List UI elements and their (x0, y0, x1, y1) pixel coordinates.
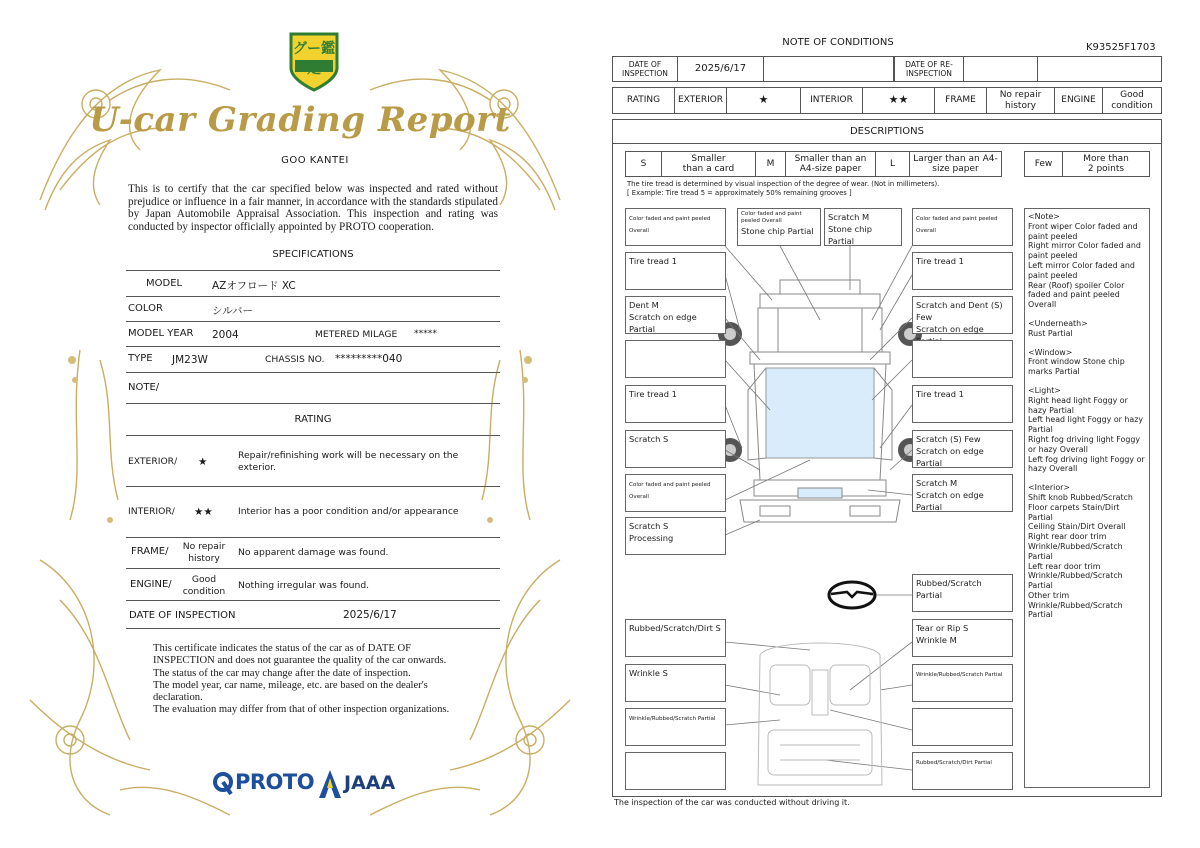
certificate-title: U-car Grading Report (89, 100, 511, 140)
callout-hood (824, 208, 902, 246)
callout-text: Scratch M (916, 478, 958, 488)
model-year-label: MODEL YEAR (128, 328, 194, 339)
engine-value: Good condition (1111, 90, 1153, 111)
note-line: Ceiling Stain/Dirt Overall (1028, 522, 1126, 532)
divider (126, 296, 500, 297)
callout-tire-rear-right (912, 385, 1013, 423)
note-line: <Note> (1028, 212, 1060, 221)
disclaimer-line: The status of the car may change after the date of inspection. (153, 667, 411, 679)
note-line: Right fog driving light Foggy or hazy Overall (1028, 434, 1141, 454)
interior-stars: ★★ (863, 88, 935, 113)
callout-tire-front-left (625, 252, 726, 290)
callout-text: Rubbed/Scratch Partial (916, 578, 982, 600)
car-interior-diagram (750, 635, 890, 795)
divider (126, 568, 500, 569)
callout-text: Scratch M (828, 212, 870, 222)
callout-rear-bumper (625, 517, 726, 555)
callout-interior-right-1 (912, 619, 1013, 657)
note-line: Right mirror Color faded and paint peeled (1028, 241, 1141, 261)
legend-few-label: Few (1025, 152, 1063, 176)
legend-m-description: Smaller than an A4-size paper (786, 152, 876, 176)
divider (126, 600, 500, 601)
notes-panel (1024, 208, 1150, 788)
callout-right-rear-quarter (912, 430, 1013, 468)
frame-label: FRAME (935, 88, 987, 113)
divider (126, 270, 500, 271)
certificate-disclaimer (153, 643, 473, 717)
callout-text: Tire tread 1 (629, 256, 677, 266)
legend-s-label: S (626, 152, 662, 176)
note-line: <Interior> (1028, 483, 1071, 493)
callout-interior-left-1 (625, 619, 726, 657)
callout-front-bumper (737, 208, 821, 246)
note-line: <Light> (1028, 385, 1061, 395)
date-of-reinspection-label: DATE OF RE-INSPECTION (894, 57, 964, 81)
callout-left-fender (625, 296, 726, 334)
callout-text: Processing (629, 533, 674, 543)
divider (126, 537, 500, 538)
steering-wheel-icon (827, 580, 877, 610)
note-line: <Window> (1028, 347, 1073, 357)
callout-text: Scratch S (629, 521, 669, 531)
model-year-value: 2004 (212, 329, 239, 341)
divider (126, 321, 500, 322)
callout-interior-left-3 (625, 708, 726, 746)
exterior-label: EXTERIOR/ (128, 456, 178, 467)
callout-text: Wrinkle/Rubbed/Scratch Partial (629, 716, 716, 722)
callout-text: Tear or Rip S (916, 623, 969, 633)
callout-text: Rubbed/Scratch/Dirt S (629, 623, 721, 633)
callout-text: Color faded and paint peeled Overall (741, 211, 802, 224)
model-label: MODEL (146, 278, 183, 289)
engine-label: ENGINE (1055, 88, 1103, 113)
exterior-stars: ★ (198, 456, 208, 468)
engine-label: ENGINE/ (130, 579, 172, 590)
note-line: Rust Partial (1028, 328, 1073, 338)
interior-label: INTERIOR/ (128, 506, 175, 517)
color-value: シルバー (212, 305, 254, 317)
tire-tread-example: [ Example: Tire tread 5 = approximately 50% remaining grooves ] (627, 189, 852, 197)
note-spacer (1028, 339, 1146, 348)
date-of-inspection-label: DATE OF INSPECTION (129, 610, 236, 621)
callout-text: Scratch and Dent (S) Few (916, 300, 1003, 322)
legend-l-description: Larger than an A4-size paper (913, 153, 998, 174)
callout-text: Color faded and paint peeled Overall (916, 216, 998, 234)
callout-text: Wrinkle/Rubbed/Scratch Partial (916, 672, 1003, 678)
callout-empty (912, 708, 1013, 746)
note-label: NOTE/ (128, 382, 160, 393)
engine-value: Good condition (182, 574, 226, 597)
chassis-value: *********040 (335, 353, 403, 365)
callout-empty (625, 752, 726, 790)
color-label: COLOR (128, 303, 163, 314)
legend-s-description: Smaller than a card (662, 152, 756, 176)
disclaimer-line: The evaluation may differ from that of other inspection organizations. (153, 704, 450, 716)
callout-interior-right-2 (912, 664, 1013, 702)
model-value: AZオフロード XC (212, 280, 296, 292)
proto-logo-icon (213, 772, 233, 796)
date-of-inspection-value: 2025/6/17 (678, 57, 764, 81)
tire-tread-note: The tire tread is determined by visual inspection of the degree of wear. (Not in millimeters). (627, 180, 940, 188)
jaaa-logo-text: JAAA (344, 772, 396, 794)
callout-text: Stone chip Partial (828, 224, 872, 246)
callout-left-rear-quarter (625, 430, 726, 468)
note-line: Left head light Foggy or hazy Partial (1028, 415, 1144, 435)
mileage-label: METERED MILAGE (315, 329, 398, 340)
callout-text: Scratch (S) Few (916, 434, 981, 444)
exterior-description: Repair/refinishing work will be necessary on the exterior. (238, 450, 459, 473)
certificate-intro: This is to certify that the car specified below was inspected and rated without prejudice or influence in a fair manner, in accordance with the standards stipulated by Japan Automobile Appraisal Association. This inspection and rating was conducted by inspector officially appointed by PROTO cooperation. (128, 183, 498, 233)
divider (126, 486, 500, 487)
note-line: Front wiper Color faded and paint peeled (1028, 221, 1138, 241)
badge-text: グー鑑定 (293, 41, 335, 77)
callout-text: Tire tread 1 (916, 256, 964, 266)
frame-description: No apparent damage was found. (238, 547, 389, 558)
disclaimer-line: The model year, car name, mileage, etc. are based on the dealer's declaration. (153, 679, 428, 704)
type-value: JM23W (172, 354, 208, 366)
jaaa-logo-icon (319, 770, 341, 798)
frame-value: No repair history (987, 88, 1055, 113)
rating-heading: RATING (294, 414, 332, 425)
engine-description: Nothing irregular was found. (238, 580, 370, 591)
note-line: Left mirror Color faded and paint peeled (1028, 260, 1135, 280)
callout-interior-right-4 (912, 752, 1013, 790)
callout-tire-front-right (912, 252, 1013, 290)
date-of-inspection-value: 2025/6/17 (343, 609, 397, 621)
callout-text: Scratch S (629, 434, 669, 444)
divider (126, 435, 500, 436)
note-spacer (1028, 474, 1146, 483)
callout-text: Scratch on edge Partial (916, 446, 984, 468)
type-label: TYPE (128, 353, 153, 364)
frame-value: No repair history (182, 541, 226, 564)
note-line: Left fog driving light Foggy or hazy Overall (1028, 454, 1145, 474)
note-line: <Underneath> (1028, 318, 1088, 328)
callout-text: Scratch on edge (916, 324, 984, 334)
callout-text: Scratch on edge Partial (916, 490, 984, 512)
callout-text: Tire tread 1 (629, 389, 677, 399)
callout-front-right (912, 208, 1013, 246)
exterior-stars: ★ (727, 88, 801, 113)
callout-rear-right (912, 474, 1013, 512)
callout-front-left (625, 208, 726, 246)
rating-label: RATING (613, 88, 675, 113)
note-line: Rear (Roof) spoiler Color faded and paint peeled Overall (1028, 280, 1125, 310)
divider (126, 628, 500, 629)
note-line: Right rear door trim Wrinkle/Rubbed/Scratch Partial (1028, 532, 1123, 561)
callout-text: Color faded and paint peeled Overall (629, 482, 711, 500)
callout-text: Tire tread 1 (916, 389, 964, 399)
interior-label: INTERIOR (801, 88, 863, 113)
note-spacer (1028, 377, 1146, 386)
callout-empty (912, 340, 1013, 378)
note-line: Floor carpets Stain/Dirt Partial (1028, 502, 1120, 522)
divider (126, 372, 500, 373)
disclaimer-line: This certificate indicates the status of the car as of DATE OF INSPECTION and does not guarantee the quality of the car onwards. (153, 643, 447, 667)
divider (126, 403, 500, 404)
callout-text: Dent M (629, 300, 659, 310)
certificate-subtitle: GOO KANTEI (281, 155, 349, 166)
callout-text: Scratch on edge Partial (629, 312, 697, 334)
note-line: Left rear door trim Wrinkle/Rubbed/Scratch Partial (1028, 561, 1123, 591)
interior-stars: ★★ (194, 506, 213, 518)
note-of-conditions-sheet (600, 0, 1200, 848)
callout-text: Stone chip Partial (741, 226, 814, 236)
callout-text: Wrinkle S (629, 668, 668, 678)
proto-logo-text: PROTO (235, 770, 315, 794)
mileage-value: ***** (414, 328, 437, 339)
legend-l-label: L (876, 152, 910, 176)
date-of-inspection-label: DATE OF INSPECTION (613, 57, 678, 81)
callout-text: Color faded and paint peeled Overall (629, 216, 711, 234)
note-line: Other trim Wrinkle/Rubbed/Scratch Partial (1028, 590, 1123, 620)
callout-tire-rear-left (625, 385, 726, 423)
legend-few-description: More than 2 points (1083, 153, 1129, 174)
callout-roof (625, 474, 726, 512)
note-line: Shift knob Rubbed/Scratch (1028, 492, 1133, 502)
note-line: Right head light Foggy or hazy Partial (1028, 395, 1128, 415)
note-line: Front window Stone chip marks Partial (1028, 357, 1125, 377)
exterior-label: EXTERIOR (675, 88, 727, 113)
descriptions-heading: DESCRIPTIONS (849, 126, 925, 137)
callout-text: Rubbed/Scratch/Dirt Partial (916, 760, 992, 766)
frame-label: FRAME/ (131, 546, 169, 557)
conditions-heading: NOTE OF CONDITIONS (782, 37, 894, 48)
callout-right-fender (912, 296, 1013, 334)
specifications-heading: SPECIFICATIONS (272, 249, 354, 260)
interior-description: Interior has a poor condition and/or appearance (238, 506, 459, 517)
legend-m-label: M (756, 152, 786, 176)
divider (126, 346, 500, 347)
goo-kantei-badge-icon (287, 30, 341, 92)
callout-interior-left-2 (625, 664, 726, 702)
note-spacer (1028, 310, 1146, 319)
chassis-label: CHASSIS NO. (265, 354, 325, 365)
callout-text: Wrinkle M (916, 635, 957, 645)
callout-empty (625, 340, 726, 378)
inspection-footer-note: The inspection of the car was conducted without driving it. (614, 798, 850, 807)
callout-steering (912, 574, 1013, 612)
report-code: K93525F1703 (1086, 42, 1156, 53)
